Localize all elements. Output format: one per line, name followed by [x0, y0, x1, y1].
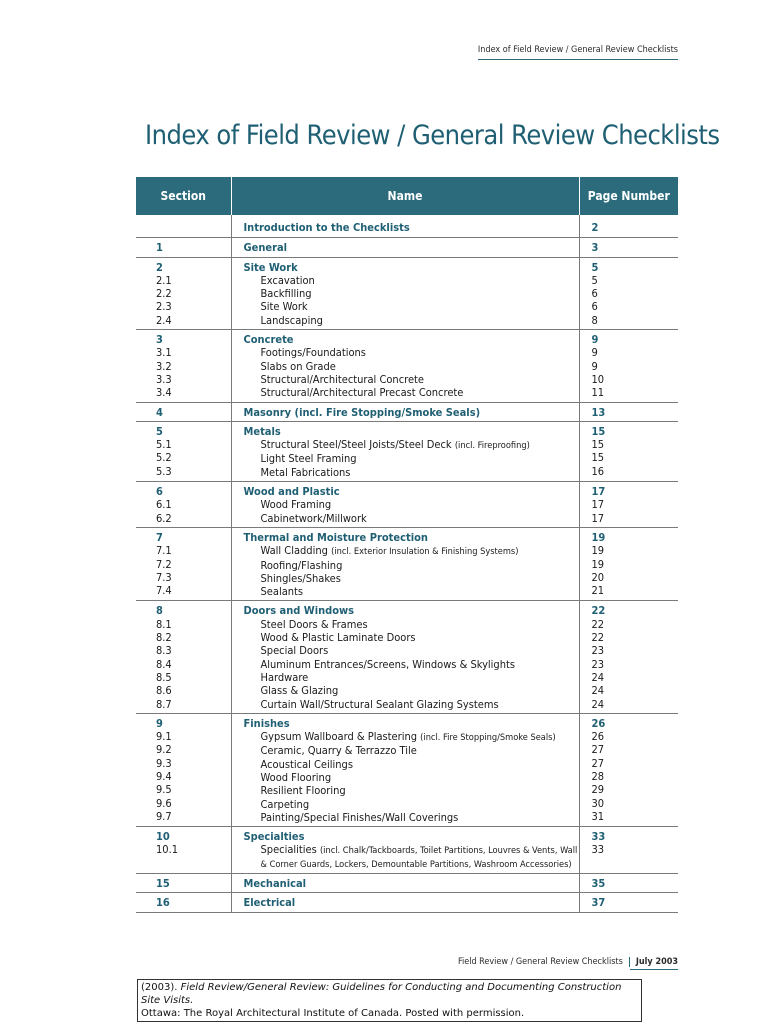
section-note: (incl. Fire Stopping/Smoke Seals)	[420, 732, 556, 744]
section-name: Acoustical Ceilings	[260, 757, 353, 771]
section-number: 6	[156, 485, 163, 499]
section-name-line	[244, 425, 579, 438]
section-name-line	[244, 604, 579, 617]
page-number: 26	[591, 716, 606, 730]
page-number: 27	[591, 756, 605, 770]
page-cell	[579, 330, 678, 402]
section-name: Structural Steel/Steel Joists/Steel Deck	[260, 438, 452, 452]
page-number: 6	[591, 287, 598, 301]
page-number: 28	[591, 769, 605, 783]
section-number: 9.7	[156, 809, 172, 823]
section-name-line	[244, 717, 579, 730]
page-title: Index of Field Review / General Review Checklists	[145, 120, 720, 151]
table-row	[136, 402, 678, 421]
section-name-line	[244, 360, 579, 373]
section-number: 8	[156, 604, 163, 618]
section-name-line	[244, 531, 579, 544]
section-name: Carpeting	[260, 797, 310, 811]
section-name: Backfilling	[260, 287, 312, 301]
section-name-line	[244, 559, 579, 572]
section-cell	[136, 601, 231, 713]
page-cell	[579, 482, 678, 528]
page-number: 24	[591, 670, 605, 684]
section-name: Hardware	[260, 670, 309, 684]
section-name-line	[244, 512, 579, 525]
spacer	[156, 857, 231, 870]
page-cell	[579, 827, 678, 874]
section-cell	[136, 527, 231, 600]
section-name: Steel Doors & Frames	[260, 617, 368, 631]
name-cell	[231, 893, 579, 912]
section-number: 6.1	[156, 498, 172, 512]
page-number: 11	[591, 386, 605, 400]
section-number: 10.1	[156, 843, 179, 857]
section-name-line	[244, 585, 579, 598]
page-number: 35	[591, 877, 606, 891]
section-note: (incl. Chalk/Tackboards, Toilet Partitions, Louvres & Vents, Wall	[319, 845, 578, 857]
section-number: 3.3	[156, 372, 172, 386]
section-name-line	[244, 452, 579, 465]
section-number: 2.4	[156, 313, 172, 327]
section-name-line	[244, 896, 579, 909]
page-cell	[579, 421, 678, 481]
table-row	[136, 601, 678, 713]
citation-publisher: Ottawa: The Royal Architectural Institute of Canada. Posted with permission.	[141, 1008, 525, 1019]
table-row	[136, 827, 678, 874]
page-number: 17	[591, 511, 605, 525]
page-number: 8	[591, 313, 598, 327]
page-number: 23	[591, 657, 605, 671]
section-name: Light Steel Framing	[260, 452, 357, 466]
section-cell	[136, 257, 231, 329]
table-row	[136, 482, 678, 528]
section-name-line	[244, 287, 579, 300]
page-number: 31	[591, 809, 605, 823]
section-name-line	[244, 758, 579, 771]
page-number: 33	[591, 830, 606, 844]
section-number: 6.2	[156, 511, 172, 525]
section-name-line	[244, 784, 579, 797]
section-name-line	[244, 744, 579, 757]
section-name: Thermal and Moisture Protection	[243, 530, 428, 544]
name-cell	[231, 402, 579, 421]
page-number: 19	[591, 544, 605, 558]
section-name: Doors and Windows	[243, 604, 355, 618]
section-cell	[136, 893, 231, 912]
page-number: 37	[591, 896, 606, 910]
section-name-line	[244, 466, 579, 479]
section-name: Site Work	[243, 260, 298, 274]
section-name: Metal Fabrications	[260, 465, 351, 479]
section-number: 9.4	[156, 769, 172, 783]
table-row	[136, 893, 678, 912]
table-row	[136, 874, 678, 893]
section-name: Shingles/Shakes	[260, 571, 341, 585]
section-name-line	[244, 730, 579, 744]
section-name-line	[244, 830, 579, 843]
section-name-line	[244, 485, 579, 498]
running-header: Index of Field Review / General Review Checklists	[478, 45, 678, 60]
section-name-line	[244, 386, 579, 399]
page-cell	[579, 402, 678, 421]
section-number: 7.1	[156, 544, 172, 558]
footer-date: July 2003	[630, 957, 678, 970]
page-number: 3	[591, 241, 599, 255]
section-note-continued: & Corner Guards, Lockers, Demountable Partitions, Washroom Accessories)	[260, 858, 572, 870]
section-cell	[136, 238, 231, 257]
section-name: Masonry (incl. Fire Stopping/Smoke Seals)	[243, 405, 481, 419]
page-number: 27	[591, 743, 605, 757]
section-number: 9	[156, 716, 163, 730]
section-name: Glass & Glazing	[260, 684, 339, 698]
section-name-line	[244, 498, 579, 511]
section-name-line	[244, 698, 579, 711]
page-number: 29	[591, 783, 605, 797]
section-number: 3	[156, 333, 163, 347]
name-cell	[231, 257, 579, 329]
section-name-line	[244, 811, 579, 824]
section-name-line	[244, 261, 579, 274]
section-number: 8.7	[156, 697, 172, 711]
section-number: 9.6	[156, 796, 172, 810]
page-cell	[579, 874, 678, 893]
section-cell	[136, 402, 231, 421]
section-name-line	[244, 406, 579, 419]
section-name: Cabinetwork/Millwork	[260, 511, 367, 525]
section-name: Introduction to the Checklists	[243, 221, 410, 234]
table-row	[136, 713, 678, 826]
section-name-line	[244, 333, 579, 346]
section-number: 8.3	[156, 644, 172, 658]
section-name-line	[244, 798, 579, 811]
section-number: 1	[156, 241, 163, 255]
section-name: Wood & Plastic Laminate Doors	[260, 631, 416, 645]
table-body	[136, 215, 678, 912]
name-cell	[231, 238, 579, 257]
section-name-line	[244, 346, 579, 359]
page-number: 19	[591, 530, 606, 544]
section-name: General	[243, 241, 288, 255]
section-name: Slabs on Grade	[260, 359, 336, 373]
name-cell	[231, 215, 579, 238]
section-number: 15	[156, 877, 170, 891]
page-number: 10	[591, 372, 605, 386]
page-cell	[579, 893, 678, 912]
page-number: 6	[591, 300, 598, 314]
section-name-line	[244, 314, 579, 327]
page-number: 5	[591, 273, 598, 287]
name-cell	[231, 713, 579, 826]
section-number: 10	[156, 830, 170, 844]
spacer	[592, 857, 679, 870]
section-name-line	[244, 241, 579, 254]
section-note: (incl. Exterior Insulation & Finishing Systems)	[331, 546, 519, 558]
section-name-line	[244, 684, 579, 697]
column-header-name: Name	[231, 177, 579, 215]
section-name-line	[244, 373, 579, 386]
page-number: 13	[591, 405, 606, 419]
page-number: 16	[591, 464, 605, 478]
section-cell	[136, 482, 231, 528]
section-number: 2.3	[156, 300, 172, 314]
section-number: 8.4	[156, 657, 172, 671]
section-name: Special Doors	[260, 644, 329, 658]
section-name: Aluminum Entrances/Screens, Windows & Skylights	[260, 657, 516, 671]
section-name: Sealants	[260, 585, 304, 599]
section-number: 2.1	[156, 273, 172, 287]
section-name-line	[244, 572, 579, 585]
checklist-index-table	[136, 177, 678, 913]
section-number: 3.2	[156, 359, 172, 373]
section-number: 4	[156, 405, 163, 419]
section-name: Structural/Architectural Concrete	[260, 372, 425, 386]
section-number: 7.4	[156, 584, 172, 598]
section-name: Structural/Architectural Precast Concrete	[260, 386, 464, 400]
section-cell	[136, 421, 231, 481]
page-number: 21	[591, 584, 605, 598]
name-cell	[231, 421, 579, 481]
section-name: Gypsum Wallboard & Plastering	[260, 730, 418, 744]
section-note: (incl. Fireproofing)	[454, 440, 530, 452]
table-row	[136, 238, 678, 257]
section-number: 7.2	[156, 557, 172, 571]
section-number: 2.2	[156, 287, 172, 301]
section-name: Wood and Plastic	[243, 485, 340, 499]
section-number: 16	[156, 896, 170, 910]
page-number: 20	[591, 570, 605, 584]
section-name: Painting/Special Finishes/Wall Coverings	[260, 810, 459, 824]
section-name: Site Work	[260, 300, 308, 314]
section-name-line	[244, 544, 579, 558]
section-name: Curtain Wall/Structural Sealant Glazing Systems	[260, 697, 499, 711]
page-cell	[579, 238, 678, 257]
section-name-line	[244, 658, 579, 671]
section-number: 3.1	[156, 346, 172, 360]
name-cell	[231, 527, 579, 600]
section-name-line	[244, 618, 579, 631]
page-number: 17	[591, 498, 605, 512]
table-row	[136, 257, 678, 329]
section-cell	[136, 827, 231, 874]
section-number: 5	[156, 424, 163, 438]
section-number: 9.3	[156, 756, 172, 770]
table-row	[136, 215, 678, 238]
section-name: Concrete	[243, 333, 294, 347]
page-cell	[579, 601, 678, 713]
page-number: 19	[591, 557, 605, 571]
section-name: Specialties	[243, 830, 305, 844]
page-number: 17	[591, 485, 606, 499]
section-name-line	[244, 221, 579, 234]
name-cell	[231, 827, 579, 874]
section-number: 2	[156, 260, 163, 274]
footer-title: Field Review / General Review Checklists	[458, 957, 630, 967]
section-name: Finishes	[243, 716, 290, 730]
section-cell	[136, 874, 231, 893]
column-header-page: Page Number	[579, 177, 678, 215]
citation-box	[137, 979, 642, 1022]
table-row	[136, 421, 678, 481]
page-number: 24	[591, 684, 605, 698]
section-name: Metals	[243, 424, 281, 438]
page-number: 15	[591, 424, 606, 438]
section-number: 5.3	[156, 464, 172, 478]
section-cell	[136, 215, 231, 238]
section-name-line	[244, 438, 579, 452]
page-number: 5	[591, 260, 599, 274]
section-number: 5.2	[156, 451, 172, 465]
name-cell	[231, 330, 579, 402]
name-cell	[231, 601, 579, 713]
section-name: Landscaping	[260, 313, 323, 327]
page-number: 15	[591, 451, 605, 465]
section-name-line	[244, 877, 579, 890]
name-cell	[231, 874, 579, 893]
section-name: Wood Flooring	[260, 770, 332, 784]
section-number: 7	[156, 530, 163, 544]
table-header-row	[136, 177, 678, 215]
section-name-line	[244, 274, 579, 287]
section-name-line	[244, 671, 579, 684]
section-number: 3.4	[156, 386, 172, 400]
section-name: Wall Cladding	[260, 544, 328, 558]
section-number: 7.3	[156, 570, 172, 584]
page-footer	[458, 957, 678, 970]
page-number: 22	[591, 617, 605, 631]
page-cell	[579, 527, 678, 600]
section-cell	[136, 330, 231, 402]
page-number: 9	[591, 333, 599, 347]
section-number: 8.1	[156, 617, 172, 631]
section-name-line	[244, 843, 579, 857]
column-header-section: Section	[136, 177, 231, 215]
citation-title: Field Review/General Review: Guidelines for Conducting and Documenting Construction Site Visits.	[141, 982, 622, 1006]
section-name-line	[244, 644, 579, 657]
name-cell	[231, 482, 579, 528]
page-number: 26	[591, 730, 605, 744]
section-number: 5.1	[156, 438, 172, 452]
page-cell	[579, 713, 678, 826]
section-number: 9.1	[156, 730, 172, 744]
page-cell	[579, 257, 678, 329]
section-name: Resilient Flooring	[260, 784, 346, 798]
page-number: 22	[591, 604, 606, 618]
citation-prefix: (2003).	[141, 982, 178, 993]
table-row	[136, 527, 678, 600]
section-name: Excavation	[260, 273, 315, 287]
section-name: Ceramic, Quarry & Terrazzo Tile	[260, 744, 417, 758]
section-name: Wood Framing	[260, 498, 332, 512]
page-number: 23	[591, 644, 605, 658]
page-number: 9	[591, 346, 598, 360]
section-name-line	[244, 771, 579, 784]
section-cell	[136, 713, 231, 826]
section-name: Electrical	[243, 896, 296, 910]
section-name: Specialities	[260, 843, 317, 857]
section-name: Mechanical	[243, 877, 307, 891]
section-number: 8.5	[156, 670, 172, 684]
section-number: 8.6	[156, 684, 172, 698]
page-number: 30	[591, 796, 605, 810]
table-row	[136, 330, 678, 402]
section-number: 9.5	[156, 783, 172, 797]
section-name: Roofing/Flashing	[260, 558, 343, 572]
page-number: 2	[591, 221, 599, 234]
page-cell	[579, 215, 678, 238]
section-number: 9.2	[156, 743, 172, 757]
section-name: Footings/Foundations	[260, 346, 366, 360]
section-number: 8.2	[156, 631, 172, 645]
section-name-line	[244, 631, 579, 644]
page-number: 9	[591, 359, 598, 373]
page-number: 22	[591, 631, 605, 645]
page-number: 24	[591, 697, 605, 711]
page-number: 15	[591, 438, 605, 452]
page-number: 33	[591, 843, 605, 857]
section-name-line	[244, 300, 579, 313]
